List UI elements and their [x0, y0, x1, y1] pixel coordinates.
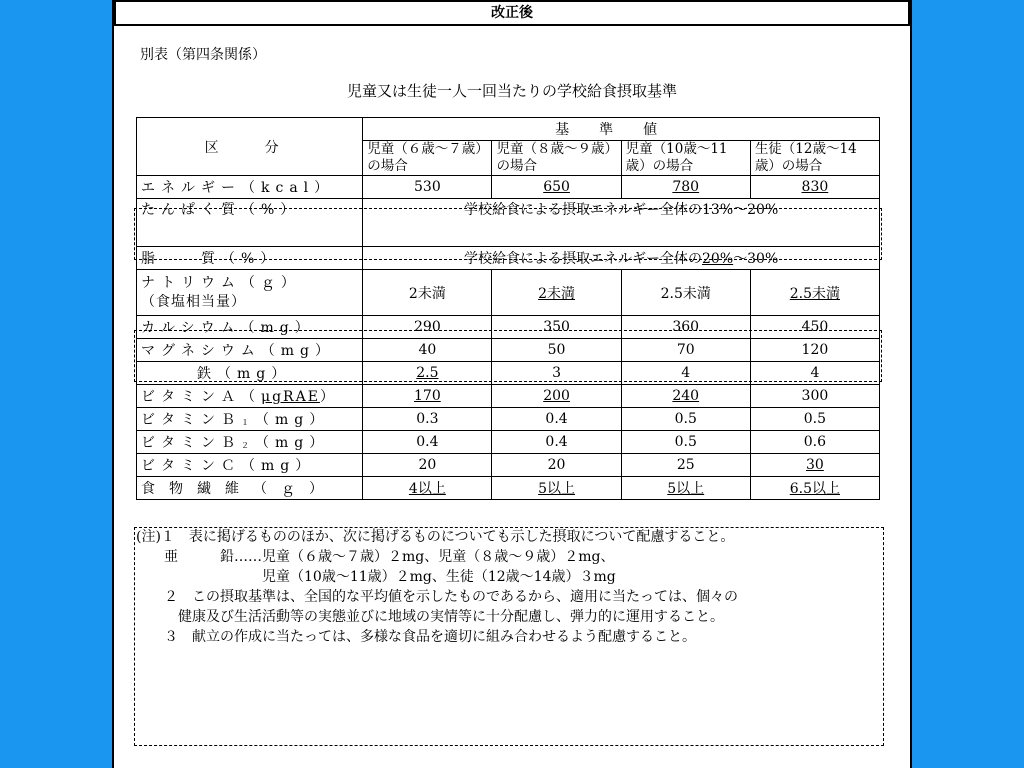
cell: 50 [492, 339, 621, 362]
row-label [137, 431, 363, 454]
cell-merged: 学校給食による摂取エネルギー全体の13%～20% [363, 199, 880, 247]
table-row-fiber [137, 477, 880, 500]
cell [492, 385, 621, 408]
cell-value: 5以上 [667, 481, 705, 497]
row-label: 鉄（mg） [137, 362, 363, 385]
cell-value: 4以上 [408, 481, 446, 497]
cell-value: 2.5 [416, 365, 439, 381]
row-label-line2: （食塩相当量） [141, 293, 246, 310]
cell: 3 [492, 362, 621, 385]
row-label [137, 385, 363, 408]
cell: 4 [621, 362, 750, 385]
cell: 450 [750, 316, 879, 339]
row-label: 食物繊維（ｇ） [137, 477, 363, 500]
cell: 360 [621, 316, 750, 339]
row-label-text: ） [319, 389, 340, 405]
row-label-subscript: ２ [241, 441, 255, 450]
cell-value: 2未満 [538, 285, 576, 302]
cell-value: 30 [805, 457, 824, 473]
column-header-10-11: 児童（10歳～11歳）の場合 [621, 141, 750, 176]
cell: 350 [492, 316, 621, 339]
row-label-unit: （mg） [255, 435, 330, 451]
cell-text: 学校給食による摂取エネルギー全体の [464, 251, 703, 267]
column-header-12-14: 生徒（12歳～14歳）の場合 [750, 141, 879, 176]
row-label: ビタミンＣ（mg） [137, 454, 363, 477]
cell-value: 530 [414, 179, 441, 195]
cell: 0.5 [621, 431, 750, 454]
intake-standards-table [136, 117, 880, 500]
cell-value: 2未満 [408, 285, 446, 302]
cell-value: 2.5未満 [660, 285, 711, 302]
table-row-vitamin-b2 [137, 431, 880, 454]
table-row-sodium [137, 270, 880, 316]
cell-merged [363, 247, 880, 270]
row-label-subscript: １ [241, 418, 255, 427]
table-row-vitamin-a [137, 385, 880, 408]
row-label: 脂 質（%） [137, 247, 363, 270]
column-header-6-7: 児童（６歳～７歳）の場合 [363, 141, 492, 176]
cell [750, 454, 879, 477]
cell-value: 170 [414, 388, 441, 404]
cell-value: 830 [801, 179, 829, 195]
cell [750, 176, 879, 199]
row-label-unit: μgRAE [261, 389, 320, 405]
row-label-text: ビタミンＢ [141, 412, 241, 428]
cell [750, 477, 879, 500]
cell: 0.4 [363, 431, 492, 454]
note-line: 亜 鉛……児童（６歳～７歳）２mg、児童（８歳～９歳）２mg、 [136, 549, 615, 565]
cell [621, 176, 750, 199]
row-label: エネルギー（kcal） [137, 176, 363, 199]
cell [750, 270, 879, 316]
cell: 290 [363, 316, 492, 339]
cell: 0.5 [621, 408, 750, 431]
cell: 0.4 [492, 408, 621, 431]
row-label-line1: ナトリウム（ｇ） [141, 274, 301, 291]
page-header: 改正後 [114, 0, 910, 26]
cell [492, 176, 621, 199]
note-line: ２ この摂取基準は、全国的な平均値を示したものであるから、適用に当たっては、個々の [136, 589, 738, 605]
cell [363, 385, 492, 408]
row-label [137, 408, 363, 431]
note-line: ３ 献立の作成に当たっては、多様な食品を適切に組み合わせるよう配慮すること。 [136, 629, 696, 645]
table-row-vitamin-c [137, 454, 880, 477]
cell: 70 [621, 339, 750, 362]
table-row-magnesium [137, 339, 880, 362]
cell-value: 5以上 [538, 481, 576, 497]
table-title: 児童又は生徒一人一回当たりの学校給食摂取基準 [346, 82, 677, 100]
cell: 25 [621, 454, 750, 477]
table-row-calcium [137, 316, 880, 339]
cell [492, 477, 621, 500]
table-row-protein [137, 199, 880, 247]
notes-block [136, 527, 884, 647]
cell [363, 362, 492, 385]
table-row-vitamin-b1 [137, 408, 880, 431]
cell-value: 650 [543, 179, 570, 195]
cell: 120 [750, 339, 879, 362]
note-line: 児童（10歳～11歳）２mg、生徒（12歳～14歳）３mg [136, 569, 616, 585]
document-sheet [112, 0, 912, 768]
cell-value: 200 [543, 388, 570, 404]
row-label: たんぱく質（%） [137, 199, 363, 247]
cell-value: 780 [672, 179, 700, 195]
cell [621, 385, 750, 408]
column-header-8-9: 児童（８歳～９歳）の場合 [492, 141, 621, 176]
cell [621, 270, 750, 316]
table-label: 別表（第四条関係） [140, 47, 266, 63]
row-label-text: ビタミンＢ [141, 435, 241, 451]
cell: 0.5 [750, 408, 879, 431]
cell: 0.6 [750, 431, 879, 454]
cell [363, 477, 492, 500]
header-kubun: 区 分 [137, 118, 363, 176]
cell [363, 270, 492, 316]
cell-value: 2.5未満 [789, 285, 841, 302]
row-label: マグネシウム（mg） [137, 339, 363, 362]
cell: 300 [750, 385, 879, 408]
cell-text-underlined: 20% [702, 251, 734, 267]
note-line: 健康及び生活活動等の実態並びに地域の実情等に十分配慮し、弾力的に運用すること。 [136, 609, 724, 625]
cell-value: 240 [672, 388, 700, 404]
cell: 20 [492, 454, 621, 477]
row-label-unit: （mg） [255, 412, 330, 428]
row-label [137, 270, 363, 316]
cell: 0.3 [363, 408, 492, 431]
cell-value: 6.5以上 [789, 481, 841, 497]
table-header-row [137, 118, 880, 141]
table-row-energy [137, 176, 880, 199]
cell: 40 [363, 339, 492, 362]
row-label-text: ビタミンＡ（ [141, 389, 261, 405]
cell [621, 477, 750, 500]
header-kijunchi: 基準値 [363, 118, 880, 141]
row-label: カルシウム（mg） [137, 316, 363, 339]
table-row-fat [137, 247, 880, 270]
cell: 4 [750, 362, 879, 385]
cell [363, 176, 492, 199]
note-line: (注)１ 表に掲げるもののほか、次に掲げるものについても示した摂取について配慮すること。 [136, 529, 735, 545]
cell [492, 270, 621, 316]
table-row-iron [137, 362, 880, 385]
cell: 0.4 [492, 431, 621, 454]
cell: 20 [363, 454, 492, 477]
cell-text: ～30% [733, 251, 779, 267]
